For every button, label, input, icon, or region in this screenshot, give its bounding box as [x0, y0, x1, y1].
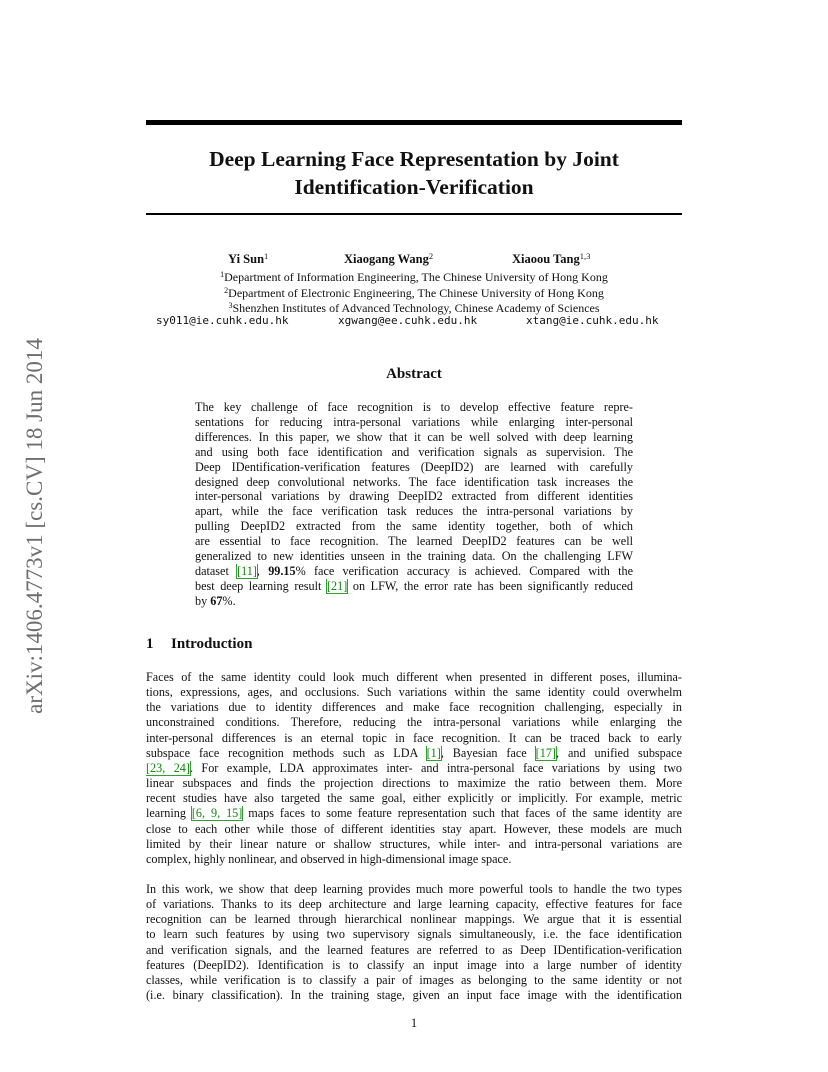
abstract-line: are essential to face recognition. The learned DeepID2 features can be well: [195, 534, 633, 549]
title-line-2: Identification-Verification: [294, 175, 534, 199]
paragraph-line: linear subspaces and finds the projection directions to maximize the ratio between them. More: [146, 776, 682, 791]
author-2: Xiaogang Wang$^2$: [344, 251, 434, 266]
paper-title: [146, 145, 682, 201]
email-3[interactable]: xtang@ie.cuhk.edu.hk: [526, 314, 659, 327]
abstract-line: generalized to new identities unseen in the training data. On the challenging LFW: [195, 549, 633, 564]
paragraph-line: subspace face recognition methods such as LDA [1], Bayesian face [17], and unified subspace: [146, 745, 682, 760]
citation-link[interactable]: [6, 9, 15]: [191, 806, 243, 821]
author-3: Xiaoou Tang$^{1,3}$: [512, 251, 591, 266]
paragraph-line: learning [6, 9, 15] maps faces to some feature representation such that faces of the same identity are: [146, 806, 682, 821]
title-line-1: Deep Learning Face Representation by Joint: [209, 147, 619, 171]
paragraph-line: to learn such features by using two supervisory signals simultaneously, i.e. the face identification: [146, 927, 682, 942]
paragraph-line: the variations due to identity differences and make face recognition challenging, especially in: [146, 700, 682, 715]
paragraph-line: classes, while verification is to classify a pair of images as belonging to the same identity or not: [146, 972, 682, 987]
page-number: 1: [410, 1016, 418, 1030]
paragraph-line: [23, 24]. For example, LDA approximates inter- and intra-personal face variations by using two: [146, 760, 682, 775]
intro-paragraph-2: [146, 882, 682, 1003]
abstract-line: Deep IDentification-verification features (DeepID2) are learned with carefully: [195, 459, 633, 474]
arxiv-stamp-text: arXiv:1406.4773v1 [cs.CV] 18 Jun 2014: [22, 338, 47, 714]
paragraph-line: Faces of the same identity could look much different when presented in different poses, illumina-: [146, 670, 682, 684]
section-heading-introduction: [146, 636, 252, 653]
citation-link[interactable]: [23, 24]: [146, 760, 190, 775]
paragraph-line: features (DeepID2). Identification is to classify an input image into a large number of identity: [146, 957, 682, 972]
paragraph-line: and verification signals, and the learned features are referred to as Deep IDentification-verification: [146, 942, 682, 957]
abstract-heading: Abstract: [386, 366, 442, 382]
paragraph-line: tions, expressions, ages, and occlusions. Such variations within the same identity could overwhelm: [146, 685, 682, 700]
abstract-line: sentations for reducing intra-personal variations while enlarging inter-personal: [195, 414, 633, 429]
arxiv-stamp: [23, 296, 47, 756]
abstract-line: apart, while the face verification task reduces the intra-personal variations by: [195, 504, 633, 519]
affiliation-3: $^3$Shenzhen Institutes of Advanced Technology, Chinese Academy of Sciences: [228, 301, 600, 315]
abstract-line: The key challenge of face recognition is to develop effective feature repre-: [195, 400, 633, 414]
affiliation-2: $^2$Department of Electronic Engineering, The Chinese University of Hong Kong: [224, 286, 604, 300]
abstract-line: dataset [11], 99.15% face verification accuracy is achieved. Compared with the: [195, 563, 633, 578]
abstract-line: and using both face identification and verification signals as supervision. The: [195, 444, 633, 459]
paragraph-line: limited by their linear nature or shallow structures, while inter- and intra-personal variations are: [146, 836, 682, 851]
citation-link[interactable]: [11]: [237, 563, 257, 578]
paragraph-line: In this work, we show that deep learning provides much more powerful tools to handle the two types: [146, 882, 682, 896]
email-list: [146, 314, 682, 330]
email-2[interactable]: xgwang@ee.cuhk.edu.hk: [338, 314, 478, 327]
paragraph-line: recent studies have also targeted the same goal, either explicitly or implicitly. For example, metric: [146, 791, 682, 806]
section-number: 1: [146, 636, 154, 652]
paragraph-line: (i.e. binary classification). In the training stage, given an input face image with the identification: [146, 988, 682, 1003]
abstract-body: [195, 400, 633, 609]
abstract-line: inter-personal variations by drawing DeepID2 extracted from different identities: [195, 489, 633, 504]
paragraph-line: recognition can be learned through hierarchical nonlinear mappings. We argue that it is essential: [146, 912, 682, 927]
abstract-line: by 67%.: [195, 593, 236, 608]
section-title: Introduction: [171, 636, 253, 652]
affiliation-1: $^1$Department of Information Engineering, The Chinese University of Hong Kong: [220, 270, 608, 284]
citation-link[interactable]: [21]: [327, 578, 348, 593]
abstract-line: pulling DeepID2 extracted from the same identity together, both of which: [195, 519, 633, 534]
paragraph-line: unconstrained conditions. Therefore, reducing the intra-personal variations while enlarging the: [146, 715, 682, 730]
paragraph-line: of variations. Thanks to its deep architecture and large learning capacity, effective features for face: [146, 897, 682, 912]
abstract-line: designed deep convolutional networks. The face identification task increases the: [195, 474, 633, 489]
email-1[interactable]: sy011@ie.cuhk.edu.hk: [156, 314, 289, 327]
intro-paragraph-1: [146, 670, 682, 867]
paragraph-line: complex, highly nonlinear, and observed in high-dimensional image space.: [146, 851, 512, 866]
paragraph-line: close to each other while those of different identities stay apart. However, these models are much: [146, 821, 682, 836]
title-top-rule: [146, 120, 682, 125]
abstract-line: best deep learning result [21] on LFW, the error rate has been significantly reduced: [195, 578, 633, 593]
author-1: Yi Sun$^1$: [228, 251, 269, 266]
paragraph-line: inter-personal differences is an eternal topic in face recognition. It can be traced back to early: [146, 730, 682, 745]
citation-link[interactable]: [1]: [426, 745, 441, 760]
citation-link[interactable]: [17]: [535, 745, 556, 760]
title-bottom-rule: [146, 213, 682, 215]
abstract-line: differences. In this paper, we show that it can be well solved with deep learning: [195, 429, 633, 444]
